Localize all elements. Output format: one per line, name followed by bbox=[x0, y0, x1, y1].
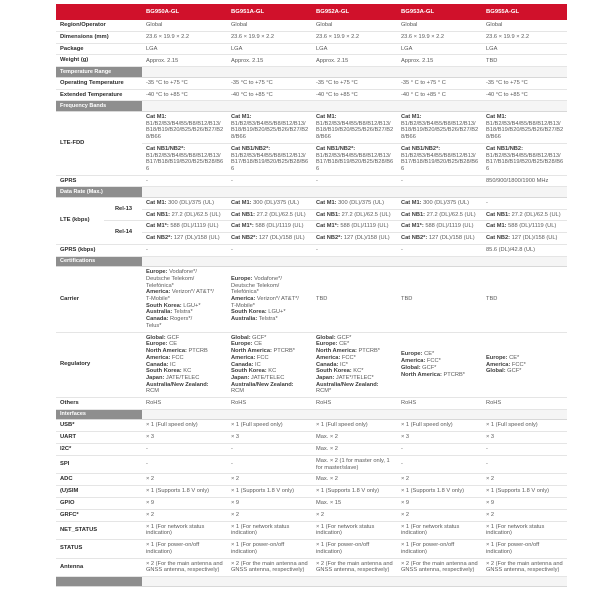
row-label: NET_STATUS bbox=[56, 521, 142, 539]
section-header-rest bbox=[142, 409, 567, 419]
spec-cell: Max. × 2 bbox=[312, 474, 397, 486]
spec-cell: 23.6 × 19.9 × 2.2 bbox=[482, 31, 567, 43]
table-row bbox=[56, 111, 567, 143]
spec-cell: Europe: CE* America: FCC* Global: GCF* bbox=[482, 332, 567, 397]
spec-cell: × 3 bbox=[227, 432, 312, 444]
table-row bbox=[56, 521, 567, 539]
spec-cell: × 2 bbox=[227, 509, 312, 521]
table-row bbox=[56, 420, 567, 432]
spec-cell: - bbox=[397, 455, 482, 473]
spec-cell: - bbox=[312, 244, 397, 256]
spec-sheet bbox=[56, 4, 567, 587]
row-label: LTE (kbps) bbox=[56, 197, 104, 244]
section-row bbox=[56, 409, 567, 419]
spec-cell: Cat M1*: 588 (DL)/1119 (UL) bbox=[142, 221, 227, 233]
table-row bbox=[56, 221, 567, 233]
spec-cell: - bbox=[142, 244, 227, 256]
spec-cell: Cat NB2*: 127 (DL)/158 (UL) bbox=[312, 233, 397, 245]
spec-cell: × 9 bbox=[397, 497, 482, 509]
spec-cell: × 1 (Supports 1.8 V only) bbox=[482, 486, 567, 498]
spec-cell: × 1 (Full speed only) bbox=[482, 420, 567, 432]
row-label: GRFC* bbox=[56, 509, 142, 521]
spec-cell: × 1 (For power-on/off indication) bbox=[142, 540, 227, 558]
spec-cell: LGA bbox=[482, 43, 567, 55]
spec-cell: Cat NB1: 27.2 (DL)/62.5 (UL) bbox=[142, 209, 227, 221]
spec-cell: 23.6 × 19.9 × 2.2 bbox=[312, 31, 397, 43]
spec-cell: Cat M1: 300 (DL)/375 (UL) bbox=[142, 197, 227, 209]
row-label: ADC bbox=[56, 474, 142, 486]
spec-cell: - bbox=[312, 175, 397, 187]
spec-cell: × 1 (For power-on/off indication) bbox=[482, 540, 567, 558]
row-label: Dimensions (mm) bbox=[56, 31, 142, 43]
spec-cell: × 2 bbox=[142, 509, 227, 521]
section-row bbox=[56, 576, 567, 586]
table-row bbox=[56, 244, 567, 256]
spec-cell: × 1 (For network status indication) bbox=[482, 521, 567, 539]
table-row bbox=[56, 31, 567, 43]
spec-cell: Cat NB2*: 127 (DL)/158 (UL) bbox=[227, 233, 312, 245]
spec-cell: 23.6 × 19.9 × 2.2 bbox=[227, 31, 312, 43]
spec-cell: TBD bbox=[482, 267, 567, 332]
section-row bbox=[56, 187, 567, 197]
spec-cell: Cat NB2*: 127 (DL)/158 (UL) bbox=[397, 233, 482, 245]
row-sublabel: Rel-14 bbox=[104, 221, 142, 244]
spec-cell: Cat NB1/NB2*: B1/B2/B3/B4/B5/B8/B12/B13/B17/B18/B19/B20/B25/B28/B66 bbox=[312, 143, 397, 175]
row-label: (U)SIM bbox=[56, 486, 142, 498]
spec-cell: 23.6 × 19.9 × 2.2 bbox=[397, 31, 482, 43]
spec-cell: × 1 (Full speed only) bbox=[227, 420, 312, 432]
row-label: Package bbox=[56, 43, 142, 55]
spec-cell: LGA bbox=[397, 43, 482, 55]
column-header: BG955A-GL bbox=[482, 4, 567, 20]
spec-cell: Cat M1*: 588 (DL)/1119 (UL) bbox=[227, 221, 312, 233]
spec-cell: × 1 (Supports 1.8 V only) bbox=[397, 486, 482, 498]
spec-cell: Cat NB1: 27.2 (DL)/62.5 (UL) bbox=[482, 209, 567, 221]
spec-cell: 23.6 × 19.9 × 2.2 bbox=[142, 31, 227, 43]
spec-cell: -35 ° C to +75 ° C bbox=[397, 77, 482, 89]
spec-cell: Europe: CE* America: FCC* Global: GCF* North America: PTCRB* bbox=[397, 332, 482, 397]
row-label: STATUS bbox=[56, 540, 142, 558]
section-row bbox=[56, 101, 567, 111]
spec-cell: × 3 bbox=[142, 432, 227, 444]
spec-cell: - bbox=[482, 444, 567, 456]
table-body bbox=[56, 20, 567, 587]
spec-cell: Cat NB1/NB2*: B1/B2/B3/B4/B5/B8/B12/B13/B17/B18/B19/B20/B25/B28/B66 bbox=[397, 143, 482, 175]
table-row bbox=[56, 509, 567, 521]
spec-cell: × 1 (For network status indication) bbox=[142, 521, 227, 539]
spec-cell: Cat M1: B1/B2/B3/B4/B5/B8/B12/B13/B18/B19/B20/B25/B26/B27/B28/B66 bbox=[142, 111, 227, 143]
row-label: Operating Temperature bbox=[56, 77, 142, 89]
spec-cell: Global: GCF* Europe: CE* North America: PTCRB* America: FCC* Canada: IC* South Korea: KC* Japan: JATE*/TELEC* Australia/New Zealand: RCM* bbox=[312, 332, 397, 397]
section-header: Certifications bbox=[56, 256, 142, 266]
table-row bbox=[56, 444, 567, 456]
table-row bbox=[56, 398, 567, 410]
table-row bbox=[56, 540, 567, 558]
table-row bbox=[56, 455, 567, 473]
spec-cell: × 9 bbox=[227, 497, 312, 509]
spec-cell: Cat NB1: 27.2 (DL)/62.5 (UL) bbox=[312, 209, 397, 221]
spec-cell: Max. × 2 bbox=[312, 444, 397, 456]
column-header: BG953A-GL bbox=[397, 4, 482, 20]
section-row bbox=[56, 67, 567, 77]
section-header: Data Rate (Max.) bbox=[56, 187, 142, 197]
row-label: Antenna bbox=[56, 558, 142, 576]
spec-cell: Cat M1: B1/B2/B3/B4/B5/B8/B12/B13/B18/B19/B20/B25/B26/B27/B28/B66 bbox=[397, 111, 482, 143]
spec-cell: -40 °C to +85 °C bbox=[482, 89, 567, 101]
row-label: Others bbox=[56, 398, 142, 410]
spec-cell: - bbox=[142, 444, 227, 456]
spec-cell: Europe: Vodafone*/ Deutsche Telekom/ Telefónica* America: Verizon*/ AT&T*/ T-Mobile* South Korea: LGU+* Australia: Telstra* bbox=[227, 267, 312, 332]
spec-cell: × 1 (Supports 1.8 V only) bbox=[227, 486, 312, 498]
spec-cell: - bbox=[227, 175, 312, 187]
table-row bbox=[56, 20, 567, 31]
spec-cell: × 1 (For network status indication) bbox=[227, 521, 312, 539]
row-label: USB* bbox=[56, 420, 142, 432]
spec-cell: × 3 bbox=[482, 432, 567, 444]
spec-cell: 850/900/1800/1900 MHz bbox=[482, 175, 567, 187]
spec-cell: - bbox=[227, 444, 312, 456]
spec-cell: Approx. 2.15 bbox=[312, 55, 397, 67]
spec-cell: RoHS bbox=[397, 398, 482, 410]
row-label: GPIO bbox=[56, 497, 142, 509]
spec-cell: × 2 bbox=[397, 474, 482, 486]
spec-cell: RoHS bbox=[312, 398, 397, 410]
column-header: BG951A-GL bbox=[227, 4, 312, 20]
section-row bbox=[56, 256, 567, 266]
row-label: Extended Temperature bbox=[56, 89, 142, 101]
spec-cell: - bbox=[482, 455, 567, 473]
spec-cell: × 1 (For network status indication) bbox=[397, 521, 482, 539]
table-row bbox=[56, 432, 567, 444]
row-label: LTE-FDD bbox=[56, 111, 142, 175]
section-header-rest bbox=[142, 67, 567, 77]
section-header: Temperature Range bbox=[56, 67, 142, 77]
section-header: Frequency Bands bbox=[56, 101, 142, 111]
spec-cell: × 2 bbox=[227, 474, 312, 486]
spec-cell: × 2 (For the main antenna and GNSS antenna, respectively) bbox=[142, 558, 227, 576]
table-row bbox=[56, 497, 567, 509]
spec-cell: RoHS bbox=[227, 398, 312, 410]
spec-cell: LGA bbox=[142, 43, 227, 55]
row-label: I2C* bbox=[56, 444, 142, 456]
spec-cell: -40 °C to +85 °C bbox=[142, 89, 227, 101]
spec-cell: × 1 (Supports 1.8 V only) bbox=[312, 486, 397, 498]
table-row bbox=[56, 43, 567, 55]
row-sublabel: Rel-13 bbox=[104, 197, 142, 220]
spec-cell: TBD bbox=[397, 267, 482, 332]
spec-cell: Cat M1: 300 (DL)/375 (UL) bbox=[397, 197, 482, 209]
spec-cell: × 2 (For the main antenna and GNSS antenna, respectively) bbox=[227, 558, 312, 576]
spec-cell: -35 °C to +75 °C bbox=[312, 77, 397, 89]
row-label: SPI bbox=[56, 455, 142, 473]
spec-cell: × 1 (For network status indication) bbox=[312, 521, 397, 539]
spec-cell: Approx. 2.15 bbox=[227, 55, 312, 67]
spec-cell: Cat M1: 588 (DL)/1119 (UL) bbox=[482, 221, 567, 233]
spec-cell: × 1 (For power-on/off indication) bbox=[312, 540, 397, 558]
table-row bbox=[56, 197, 567, 209]
spec-cell: × 1 (Supports 1.8 V only) bbox=[142, 486, 227, 498]
row-label: GPRS (kbps) bbox=[56, 244, 142, 256]
table-row bbox=[56, 486, 567, 498]
spec-cell: Global: GCF* Europe: CE North America: PTCRB* America: FCC Canada: IC South Korea: KC Japan: JATE/TELEC Australia/New Zealand: RCM bbox=[227, 332, 312, 397]
row-label: UART bbox=[56, 432, 142, 444]
spec-cell: × 2 (For the main antenna and GNSS antenna, respectively) bbox=[397, 558, 482, 576]
spec-cell: - bbox=[397, 244, 482, 256]
spec-cell: TBD bbox=[312, 267, 397, 332]
spec-cell: -40 °C to +85 °C bbox=[312, 89, 397, 101]
spec-cell: Global bbox=[312, 20, 397, 31]
spec-cell: -35 °C to +75 °C bbox=[482, 77, 567, 89]
section-header-rest bbox=[142, 101, 567, 111]
spec-table bbox=[56, 4, 567, 587]
spec-cell: Cat M1: B1/B2/B3/B4/B5/B8/B12/B13/B18/B19/B20/B25/B26/B27/B28/B66 bbox=[482, 111, 567, 143]
spec-cell: RoHS bbox=[482, 398, 567, 410]
spec-cell: TBD bbox=[482, 55, 567, 67]
spec-cell: RoHS bbox=[142, 398, 227, 410]
corner-cell bbox=[56, 4, 142, 20]
table-row bbox=[56, 175, 567, 187]
spec-cell: - bbox=[142, 175, 227, 187]
spec-cell: 85.6 (DL)/42.8 (UL) bbox=[482, 244, 567, 256]
table-row bbox=[56, 89, 567, 101]
column-header: BG950A-GL bbox=[142, 4, 227, 20]
spec-cell: Cat NB1/NB2*: B1/B2/B3/B4/B5/B8/B12/B13/B17/B18/B19/B20/B25/B28/B66 bbox=[142, 143, 227, 175]
spec-cell: × 2 bbox=[312, 509, 397, 521]
spec-cell: Global bbox=[142, 20, 227, 31]
spec-cell: - bbox=[227, 244, 312, 256]
section-header bbox=[56, 576, 142, 586]
spec-cell: - bbox=[482, 197, 567, 209]
spec-cell: Approx. 2.15 bbox=[397, 55, 482, 67]
spec-cell: Global: GCF Europe: CE North America: PTCRB America: FCC Canada: IC South Korea: KC Japan: JATE/TELEC Australia/New Zealand: RCM bbox=[142, 332, 227, 397]
spec-cell: × 1 (For power-on/off indication) bbox=[397, 540, 482, 558]
table-row bbox=[56, 267, 567, 332]
table-row bbox=[56, 77, 567, 89]
spec-cell: - bbox=[397, 444, 482, 456]
spec-cell: Cat M1: 300 (DL)/375 (UL) bbox=[227, 197, 312, 209]
spec-cell: Global bbox=[482, 20, 567, 31]
header-row bbox=[56, 4, 567, 20]
spec-cell: × 2 bbox=[482, 509, 567, 521]
spec-cell: × 1 (For power-on/off indication) bbox=[227, 540, 312, 558]
row-label: Carrier bbox=[56, 267, 142, 332]
spec-cell: Global bbox=[397, 20, 482, 31]
row-label: Region/Operator bbox=[56, 20, 142, 31]
spec-cell: × 9 bbox=[482, 497, 567, 509]
row-label: Weight (g) bbox=[56, 55, 142, 67]
spec-cell: Cat M1*: 588 (DL)/1119 (UL) bbox=[312, 221, 397, 233]
spec-cell: -35 °C to +75 °C bbox=[142, 77, 227, 89]
table-row bbox=[56, 558, 567, 576]
spec-cell: Europe: Vodafone*/ Deutsche Telekom/ Telefónica* America: Verizon*/ AT&T*/ T-Mobile* South Korea: LGU+* Australia: Telstra* Canada: Rogers*/ Telus* bbox=[142, 267, 227, 332]
spec-cell: × 2 bbox=[397, 509, 482, 521]
spec-cell: Max. × 2 (1 for master only, 1 for master/slave) bbox=[312, 455, 397, 473]
spec-cell: Cat NB1: 27.2 (DL)/62.5 (UL) bbox=[227, 209, 312, 221]
column-header: BG952A-GL bbox=[312, 4, 397, 20]
spec-cell: LGA bbox=[312, 43, 397, 55]
spec-cell: × 1 (Full speed only) bbox=[142, 420, 227, 432]
spec-cell: Cat NB2*: 127 (DL)/158 (UL) bbox=[142, 233, 227, 245]
spec-cell: × 2 bbox=[142, 474, 227, 486]
spec-cell: Cat M1*: 588 (DL)/1119 (UL) bbox=[397, 221, 482, 233]
table-header bbox=[56, 4, 567, 20]
row-label: GPRS bbox=[56, 175, 142, 187]
section-header: Interfaces bbox=[56, 409, 142, 419]
spec-cell: Max. × 15 bbox=[312, 497, 397, 509]
table-row bbox=[56, 332, 567, 397]
spec-cell: Approx. 2.15 bbox=[142, 55, 227, 67]
section-header-rest bbox=[142, 187, 567, 197]
row-label: Regulatory bbox=[56, 332, 142, 397]
spec-cell: -40 °C to +85 °C bbox=[227, 89, 312, 101]
spec-cell: × 9 bbox=[142, 497, 227, 509]
spec-cell: × 2 bbox=[482, 474, 567, 486]
spec-cell: Cat M1: B1/B2/B3/B4/B5/B8/B12/B13/B18/B19/B20/B25/B26/B27/B28/B66 bbox=[312, 111, 397, 143]
spec-cell: Cat M1: 300 (DL)/375 (UL) bbox=[312, 197, 397, 209]
section-header-rest bbox=[142, 576, 567, 586]
spec-cell: LGA bbox=[227, 43, 312, 55]
spec-cell: Cat NB1/NB2*: B1/B2/B3/B4/B5/B8/B12/B13/B17/B18/B19/B20/B25/B28/B66 bbox=[227, 143, 312, 175]
spec-cell: Max. × 2 bbox=[312, 432, 397, 444]
spec-cell: -35 °C to +75 °C bbox=[227, 77, 312, 89]
spec-cell: - bbox=[227, 455, 312, 473]
spec-cell: × 2 (For the main antenna and GNSS antenna, respectively) bbox=[482, 558, 567, 576]
spec-cell: Cat NB1: 27.2 (DL)/62.5 (UL) bbox=[397, 209, 482, 221]
spec-cell: Cat NB2: 127 (DL)/158 (UL) bbox=[482, 233, 567, 245]
spec-cell: Cat M1: B1/B2/B3/B4/B5/B8/B12/B13/B18/B19/B20/B25/B26/B27/B28/B66 bbox=[227, 111, 312, 143]
spec-cell: × 1 (Full speed only) bbox=[312, 420, 397, 432]
spec-cell: × 3 bbox=[397, 432, 482, 444]
table-row bbox=[56, 474, 567, 486]
spec-cell: Cat NB1/NB2: B1/B2/B3/B4/B5/B8/B12/B13/B17/B18/B19/B20/B25/B28/B66 bbox=[482, 143, 567, 175]
spec-cell: - bbox=[397, 175, 482, 187]
spec-cell: - bbox=[142, 455, 227, 473]
table-row bbox=[56, 55, 567, 67]
section-header-rest bbox=[142, 256, 567, 266]
spec-cell: -40 ° C to +85 ° C bbox=[397, 89, 482, 101]
spec-cell: Global bbox=[227, 20, 312, 31]
spec-cell: × 1 (Full speed only) bbox=[397, 420, 482, 432]
spec-cell: × 2 (For the main antenna and GNSS antenna, respectively) bbox=[312, 558, 397, 576]
